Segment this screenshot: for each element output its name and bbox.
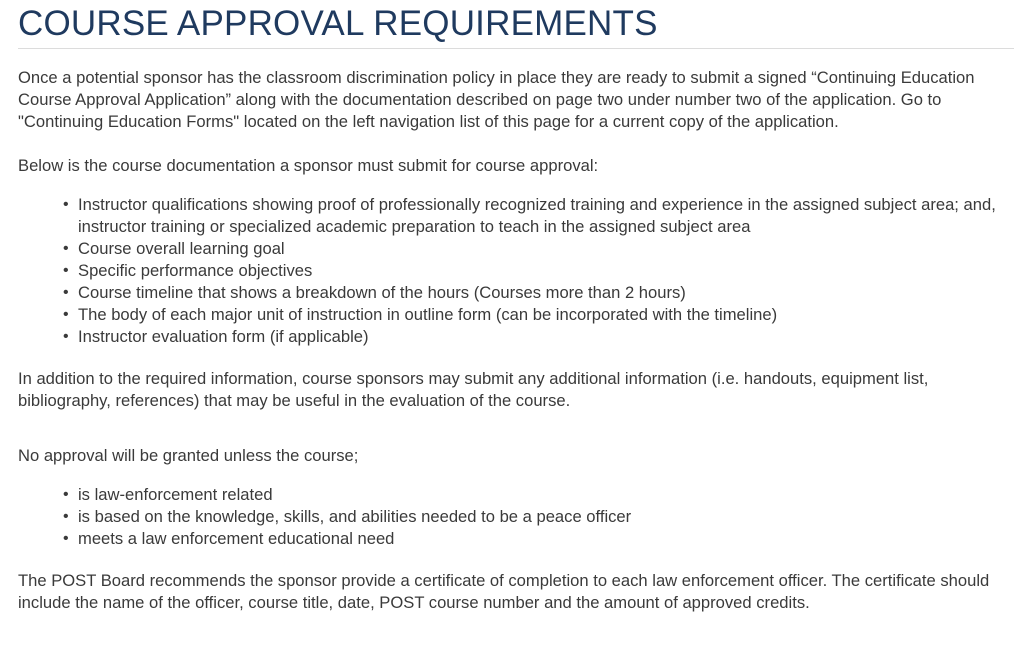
list-item: • Specific performance objectives bbox=[63, 261, 313, 280]
page-title: COURSE APPROVAL REQUIREMENTS bbox=[18, 0, 1014, 49]
bullet-icon: • bbox=[63, 328, 69, 345]
bullet-icon: • bbox=[63, 530, 69, 547]
list-item: • is law-enforcement related bbox=[63, 485, 273, 504]
conditions-list bbox=[18, 484, 1014, 550]
bullet-icon: • bbox=[63, 240, 69, 257]
bullet-icon: • bbox=[63, 196, 69, 213]
additional-info-paragraph: In addition to the required information, course sponsors may submit any additional information (i.e. handouts, equipment list, bibliography, references) that may be useful in the evaluation of the course. bbox=[18, 369, 929, 410]
intro-paragraph: Once a potential sponsor has the classroom discrimination policy in place they are ready to submit a signed “Continuing Education Course Approval Application” along with the documentation described on page two under number two of the application. Go to "Continuing Education Forms" located on the left navigation list of this page for a current copy of the application. bbox=[18, 68, 975, 131]
list-item: • Instructor evaluation form (if applicable) bbox=[63, 327, 369, 346]
bullet-icon: • bbox=[63, 508, 69, 525]
list-item: • is based on the knowledge, skills, and abilities needed to be a peace officer bbox=[63, 507, 632, 526]
documentation-list bbox=[18, 194, 1014, 348]
post-board-paragraph: The POST Board recommends the sponsor provide a certificate of completion to each law enforcement officer. The certificate should include the name of the officer, course title, date, POST course number and the amount of approved credits. bbox=[18, 571, 990, 612]
bullet-icon: • bbox=[63, 306, 69, 323]
list-item: • Course overall learning goal bbox=[63, 239, 285, 258]
list-item: • Course timeline that shows a breakdown of the hours (Courses more than 2 hours) bbox=[63, 283, 686, 302]
list-item: • meets a law enforcement educational need bbox=[63, 529, 395, 548]
bullet-icon: • bbox=[63, 262, 69, 279]
bullet-icon: • bbox=[63, 486, 69, 503]
bullet-icon: • bbox=[63, 284, 69, 301]
list-item: • Instructor qualifications showing proof of professionally recognized training and experience in the assigned subject area; and, instructor training or specialized academic preparation to teach in the assigned subject area bbox=[63, 195, 996, 236]
documentation-intro: Below is the course documentation a sponsor must submit for course approval: bbox=[18, 156, 599, 175]
no-approval-paragraph: No approval will be granted unless the course; bbox=[18, 446, 359, 465]
list-item: • The body of each major unit of instruction in outline form (can be incorporated with the timeline) bbox=[63, 305, 778, 324]
